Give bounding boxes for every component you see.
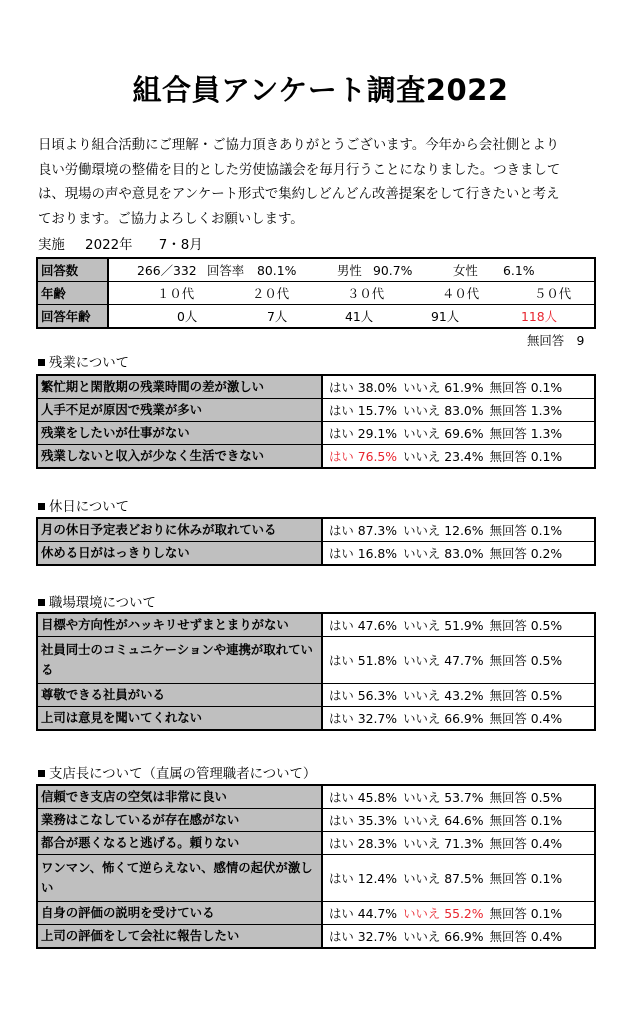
table-row: [37, 542, 595, 566]
rate-label: 回答率: [207, 263, 245, 278]
age-bracket: １０代: [157, 286, 195, 301]
table-row: [37, 258, 595, 282]
section-heading: 休日について: [38, 496, 129, 515]
table-row: [37, 445, 595, 469]
female-label: 女性: [453, 263, 478, 278]
answer-cell: はい 44.7% いいえ 55.2% 無回答 0.1%: [322, 902, 595, 925]
age-count: 91人: [431, 309, 460, 324]
table-row: [37, 399, 595, 422]
square-bullet-icon: [38, 503, 45, 510]
age-cell: [108, 282, 595, 305]
table-row: [37, 518, 595, 542]
square-bullet-icon: [38, 359, 45, 366]
period-year: 2022年: [85, 238, 133, 253]
question-cell: 信頼でき支店の空気は非常に良い: [37, 785, 322, 809]
answer-cell: はい 15.7% いいえ 83.0% 無回答 1.3%: [322, 399, 595, 422]
intro-text: [38, 134, 608, 232]
age-count: 41人: [345, 309, 374, 324]
section-heading: 支店長について（直属の管理職者について）: [38, 763, 316, 782]
male-value: 90.7%: [373, 262, 413, 278]
table-row: [37, 809, 595, 832]
question-cell: 業務はこなしているが存在感がない: [37, 809, 322, 832]
age-count-cell: [108, 305, 595, 329]
question-cell: 都合が悪くなると逃げる。頼りない: [37, 832, 322, 855]
question-cell: 人手不足が原因で残業が多い: [37, 399, 322, 422]
table-row: [37, 707, 595, 731]
square-bullet-icon: [38, 770, 45, 777]
age-count: 7人: [267, 309, 288, 324]
male-label: 男性: [337, 263, 362, 278]
answer-cell: はい 12.4% いいえ 87.5% 無回答 0.1%: [322, 855, 595, 902]
answer-cell: はい 29.1% いいえ 69.6% 無回答 1.3%: [322, 422, 595, 445]
highlight-value: いいえ 55.2%: [403, 906, 484, 921]
square-bullet-icon: [38, 599, 45, 606]
table-row: [37, 422, 595, 445]
age-bracket: ２０代: [252, 286, 290, 301]
question-cell: ワンマン、怖くて逆らえない、感情の起伏が激しい: [37, 855, 322, 902]
female-value: 6.1%: [503, 262, 535, 278]
basic-stats-table: [36, 257, 596, 329]
question-cell: 繁忙期と閑散期の残業時間の差が激しい: [37, 375, 322, 399]
age-count-highlight: 118人: [521, 309, 558, 324]
age-bracket: ５０代: [534, 286, 572, 301]
question-cell: 休める日がはっきりしない: [37, 542, 322, 566]
age-count: 0人: [177, 309, 198, 324]
answer-cell: はい 76.5% いいえ 23.4% 無回答 0.1%: [322, 445, 595, 469]
workplace-table: [36, 612, 596, 731]
table-row: [37, 832, 595, 855]
intro-line: 日頃より組合活動にご理解・ご協力頂きありがとうございます。今年から会社側とより: [38, 138, 560, 153]
question-cell: 社員同士のコミュニケーションや連携が取れている: [37, 637, 322, 684]
table-row: [37, 785, 595, 809]
question-cell: 上司の評価をして会社に報告したい: [37, 925, 322, 949]
intro-line: は、現場の声や意見をアンケート形式で集約しどんどん改善提案をして行きたいと考え: [38, 187, 560, 202]
question-cell: 自身の評価の説明を受けている: [37, 902, 322, 925]
question-cell: 尊敬できる社員がいる: [37, 684, 322, 707]
answer-cell: はい 16.8% いいえ 83.0% 無回答 0.2%: [322, 542, 595, 566]
question-cell: 目標や方向性がハッキリせずまとまりがない: [37, 613, 322, 637]
table-row: [37, 305, 595, 329]
highlight-value: はい 76.5%: [329, 449, 398, 464]
question-cell: 月の休日予定表どおりに休みが取れている: [37, 518, 322, 542]
answer-cell: はい 32.7% いいえ 66.9% 無回答 0.4%: [322, 925, 595, 949]
rate-value: 80.1%: [257, 262, 297, 278]
answer-cell: はい 28.3% いいえ 71.3% 無回答 0.4%: [322, 832, 595, 855]
answer-cell: はい 56.3% いいえ 43.2% 無回答 0.5%: [322, 684, 595, 707]
page-title: 組合員アンケート調査2022: [132, 73, 509, 107]
section-heading: 職場環境について: [38, 592, 156, 611]
table-row: [37, 375, 595, 399]
answer-cell: はい 45.8% いいえ 53.7% 無回答 0.5%: [322, 785, 595, 809]
holiday-table: [36, 517, 596, 566]
intro-line: 良い労働環境の整備を目的とした労使協議会を毎月行うことになりました。つきまして: [38, 162, 561, 178]
period-months: 7・8月: [158, 238, 203, 253]
section-heading: 残業について: [38, 352, 129, 371]
intro-line: ております。ご協力よろしくお願いします。: [38, 211, 304, 227]
question-cell: 残業しないと収入が少なく生活できない: [37, 445, 322, 469]
question-cell: 上司は意見を聞いてくれない: [37, 707, 322, 731]
table-row: [37, 684, 595, 707]
responses-value: 266／332: [137, 263, 197, 278]
table-row: [37, 637, 595, 684]
answer-cell: はい 87.3% いいえ 12.6% 無回答 0.1%: [322, 518, 595, 542]
responses-label: 回答数: [37, 258, 108, 282]
table-row: [37, 902, 595, 925]
answer-cell: はい 51.8% いいえ 47.7% 無回答 0.5%: [322, 637, 595, 684]
period-label: 実施: [38, 238, 65, 253]
age-count-label: 回答年齢: [37, 305, 108, 329]
table-row: [37, 282, 595, 305]
table-row: [37, 925, 595, 949]
age-label: 年齢: [37, 282, 108, 305]
answer-cell: はい 32.7% いいえ 66.9% 無回答 0.4%: [322, 707, 595, 731]
table-row: [37, 613, 595, 637]
answer-cell: はい 47.6% いいえ 51.9% 無回答 0.5%: [322, 613, 595, 637]
overtime-table: [36, 374, 596, 469]
no-answer-count: 無回答 9: [527, 333, 585, 348]
age-bracket: ４０代: [442, 286, 480, 301]
manager-table: [36, 784, 596, 949]
question-cell: 残業をしたいが仕事がない: [37, 422, 322, 445]
answer-cell: はい 35.3% いいえ 64.6% 無回答 0.1%: [322, 809, 595, 832]
answer-cell: はい 38.0% いいえ 61.9% 無回答 0.1%: [322, 375, 595, 399]
survey-period: [38, 234, 213, 253]
table-row: [37, 855, 595, 902]
age-bracket: ３０代: [347, 286, 385, 301]
responses-cell: [108, 258, 595, 282]
